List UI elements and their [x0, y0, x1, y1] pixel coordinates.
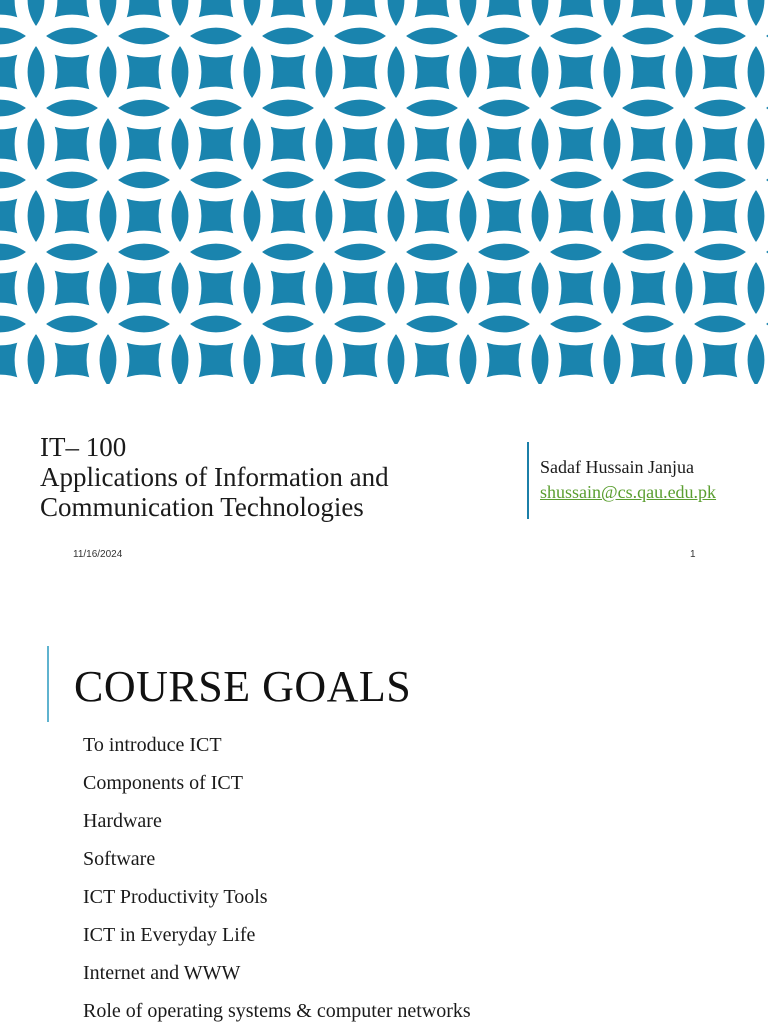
course-title-line-2: Communication Technologies: [40, 492, 364, 522]
course-goals-list: [83, 733, 471, 1024]
goal-item: Role of operating systems & computer networks: [83, 1000, 471, 1022]
presentation-title: [40, 432, 510, 522]
course-goals-heading: COURSE GOALS: [74, 662, 412, 711]
interlocking-circles-pattern: [0, 0, 768, 384]
course-code: IT– 100: [40, 432, 127, 462]
author-divider: [527, 442, 529, 519]
author-email-link[interactable]: shussain@cs.qau.edu.pk: [540, 482, 717, 502]
goal-item: ICT in Everyday Life: [83, 924, 256, 946]
goal-item: ICT Productivity Tools: [83, 886, 268, 908]
slide-date: 11/16/2024: [73, 549, 123, 560]
slide-number: 1: [690, 549, 696, 560]
goal-item: To introduce ICT: [83, 734, 222, 756]
heading-accent-bar: [47, 646, 49, 722]
goal-item: Hardware: [83, 810, 162, 832]
goal-item: Software: [83, 848, 156, 870]
course-title-line-1: Applications of Information and: [40, 462, 389, 492]
goal-item: Internet and WWW: [83, 962, 241, 984]
goal-item: Components of ICT: [83, 772, 243, 794]
author-name: Sadaf Hussain Janjua: [540, 457, 694, 477]
pattern-banner: [0, 0, 768, 384]
